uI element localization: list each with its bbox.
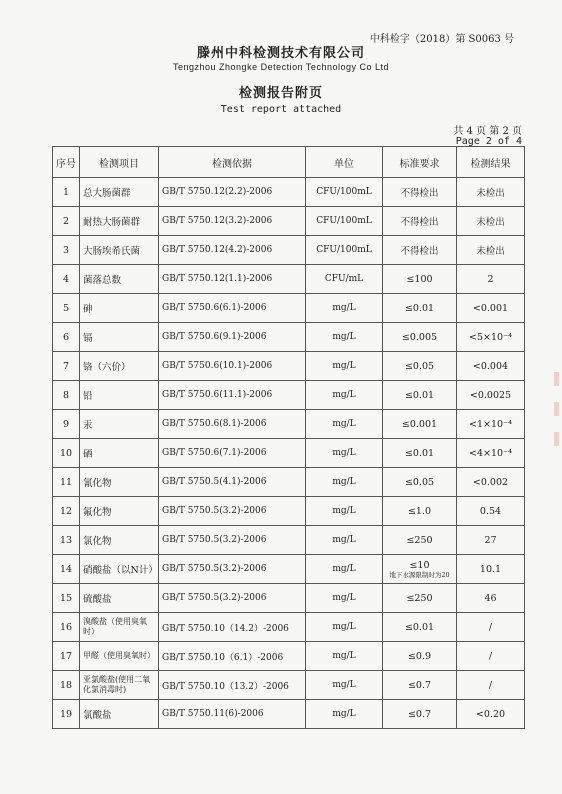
row-number: 8 [53,381,80,410]
row-result: 未检出 [457,178,525,207]
row-number: 16 [53,613,80,642]
row-number: 4 [53,265,80,294]
report-title-en: Test report attached [220,104,342,115]
table-row [53,178,525,207]
row-result: 46 [457,584,525,613]
row-unit: mg/L [306,700,383,729]
row-number: 17 [53,642,80,671]
row-basis: GB/T 5750.5(3.2)-2006 [159,526,306,555]
table-row [53,468,525,497]
row-result: 未检出 [457,207,525,236]
table-row [53,236,525,265]
row-unit: mg/L [306,584,383,613]
row-basis: GB/T 5750.12(3.2)-2006 [159,207,306,236]
row-standard: ≤0.05 [383,352,457,381]
page-indicator-en: Page 2 of 4 [455,136,522,147]
row-result: 2 [457,265,525,294]
row-result: / [457,613,525,642]
header-standard: 标准要求 [383,147,457,178]
table-row [53,294,525,323]
table-row [53,671,525,700]
row-basis: GB/T 5750.5(3.2)-2006 [159,555,306,584]
row-result: <0.004 [457,352,525,381]
table-row [53,497,525,526]
row-item: 甲醛（使用臭氧时） [80,642,159,671]
row-unit: CFU/100mL [306,207,383,236]
header-basis: 检测依据 [159,147,306,178]
row-unit: mg/L [306,352,383,381]
row-standard: ≤0.01 [383,613,457,642]
row-standard: 不得检出 [383,236,457,265]
row-standard: 不得检出 [383,178,457,207]
row-basis: GB/T 5750.12(1.1)-2006 [159,265,306,294]
row-item: 硒 [80,439,159,468]
row-unit: mg/L [306,642,383,671]
row-item: 氯酸盐 [80,700,159,729]
row-basis: GB/T 5750.6(11.1)-2006 [159,381,306,410]
row-number: 13 [53,526,80,555]
row-number: 6 [53,323,80,352]
table-row [53,642,525,671]
table-row [53,439,525,468]
table-row [53,352,525,381]
row-unit: mg/L [306,323,383,352]
row-result: 10.1 [457,555,525,584]
row-number: 3 [53,236,80,265]
row-number: 1 [53,178,80,207]
row-standard: ≤0.01 [383,439,457,468]
row-basis: GB/T 5750.6(8.1)-2006 [159,410,306,439]
row-number: 18 [53,671,80,700]
row-basis: GB/T 5750.11(6)-2006 [159,700,306,729]
standard-value: ≤10 [409,559,430,571]
row-result: <4×10⁻⁴ [457,439,525,468]
seal-edge-marks [554,372,560,462]
table-row [53,700,525,729]
row-item: 铬（六价） [80,352,159,381]
row-number: 15 [53,584,80,613]
row-unit: mg/L [306,468,383,497]
row-number: 2 [53,207,80,236]
header-no: 序号 [53,147,80,178]
company-name-cn: 滕州中科检测技术有限公司 [196,46,365,61]
row-standard: ≤0.005 [383,323,457,352]
row-item: 氰化物 [80,468,159,497]
row-result: <0.001 [457,294,525,323]
row-standard: ≤0.9 [383,642,457,671]
table-header-row [53,147,525,178]
row-unit: mg/L [306,381,383,410]
row-unit: mg/L [306,497,383,526]
table-row [53,555,525,584]
row-standard: ≤0.7 [383,700,457,729]
row-item: 硫酸盐 [80,584,159,613]
row-basis: GB/T 5750.6(7.1)-2006 [159,439,306,468]
row-standard: ≤0.001 [383,410,457,439]
row-unit: mg/L [306,410,383,439]
row-result: 0.54 [457,497,525,526]
row-number: 14 [53,555,80,584]
row-basis: GB/T 5750.6(10.1)-2006 [159,352,306,381]
page-indicator-cn: 共 4 页 第 2 页 [453,126,522,137]
document-number: 中科检字（2018）第 S0063 号 [369,34,514,45]
row-item: 亚氯酸盐(使用二氧化氯消毒时) [80,671,159,700]
row-result: <5×10⁻⁴ [457,323,525,352]
row-basis: GB/T 5750.5(3.2)-2006 [159,584,306,613]
row-item: 溴酸盐（使用臭氧时） [80,613,159,642]
row-item: 大肠埃希氏菌 [80,236,159,265]
row-basis: GB/T 5750.10（6.1）-2006 [159,642,306,671]
company-name-en: Tengzhou Zhongke Detection Technology Co Ltd [173,62,389,72]
row-item: 铅 [80,381,159,410]
row-basis: GB/T 5750.12(2.2)-2006 [159,178,306,207]
row-result: <0.0025 [457,381,525,410]
row-result: <0.002 [457,468,525,497]
table-row [53,410,525,439]
row-basis: GB/T 5750.10（14.2）-2006 [159,613,306,642]
row-unit: mg/L [306,671,383,700]
row-standard: ≤1.0 [383,497,457,526]
report-title-cn: 检测报告附页 [238,86,323,101]
header-result: 检测结果 [457,147,525,178]
row-result: / [457,671,525,700]
row-result: / [457,642,525,671]
row-basis: GB/T 5750.6(9.1)-2006 [159,323,306,352]
row-item: 氯化物 [80,526,159,555]
row-number: 19 [53,700,80,729]
row-result: <0.20 [457,700,525,729]
table-row [53,526,525,555]
row-basis: GB/T 5750.5(3.2)-2006 [159,497,306,526]
row-unit: CFU/mL [306,265,383,294]
row-unit: mg/L [306,439,383,468]
row-item: 氟化物 [80,497,159,526]
row-result: 未检出 [457,236,525,265]
row-number: 10 [53,439,80,468]
row-number: 12 [53,497,80,526]
row-standard: ≤250 [383,584,457,613]
row-number: 11 [53,468,80,497]
row-item: 耐热大肠菌群 [80,207,159,236]
table-row [53,207,525,236]
row-standard: ≤0.05 [383,468,457,497]
table-row [53,584,525,613]
table-row [53,323,525,352]
row-standard [383,555,457,584]
row-result: <1×10⁻⁴ [457,410,525,439]
row-item: 汞 [80,410,159,439]
table-row [53,265,525,294]
standard-note: 地下水源限制时为20 [389,570,450,579]
row-basis: GB/T 5750.10（13.2）-2006 [159,671,306,700]
row-unit: CFU/100mL [306,236,383,265]
row-result: 27 [457,526,525,555]
row-unit: mg/L [306,613,383,642]
row-unit: mg/L [306,555,383,584]
row-basis: GB/T 5750.5(4.1)-2006 [159,468,306,497]
row-standard: ≤0.01 [383,294,457,323]
row-unit: mg/L [306,526,383,555]
row-number: 9 [53,410,80,439]
row-item: 菌落总数 [80,265,159,294]
row-standard: ≤250 [383,526,457,555]
row-number: 7 [53,352,80,381]
row-number: 5 [53,294,80,323]
row-standard: ≤0.7 [383,671,457,700]
row-basis: GB/T 5750.12(4.2)-2006 [159,236,306,265]
row-standard: 不得检出 [383,207,457,236]
table-row [53,381,525,410]
row-item: 砷 [80,294,159,323]
row-item: 硝酸盐（以N计） [80,555,159,584]
header-item: 检测项目 [80,147,159,178]
row-unit: mg/L [306,294,383,323]
row-unit: CFU/100mL [306,178,383,207]
row-standard: ≤100 [383,265,457,294]
header-unit: 单位 [306,147,383,178]
row-standard: ≤0.01 [383,381,457,410]
row-item: 总大肠菌群 [80,178,159,207]
row-basis: GB/T 5750.6(6.1)-2006 [159,294,306,323]
table-row [53,613,525,642]
row-item: 镉 [80,323,159,352]
test-results-table [52,146,525,729]
